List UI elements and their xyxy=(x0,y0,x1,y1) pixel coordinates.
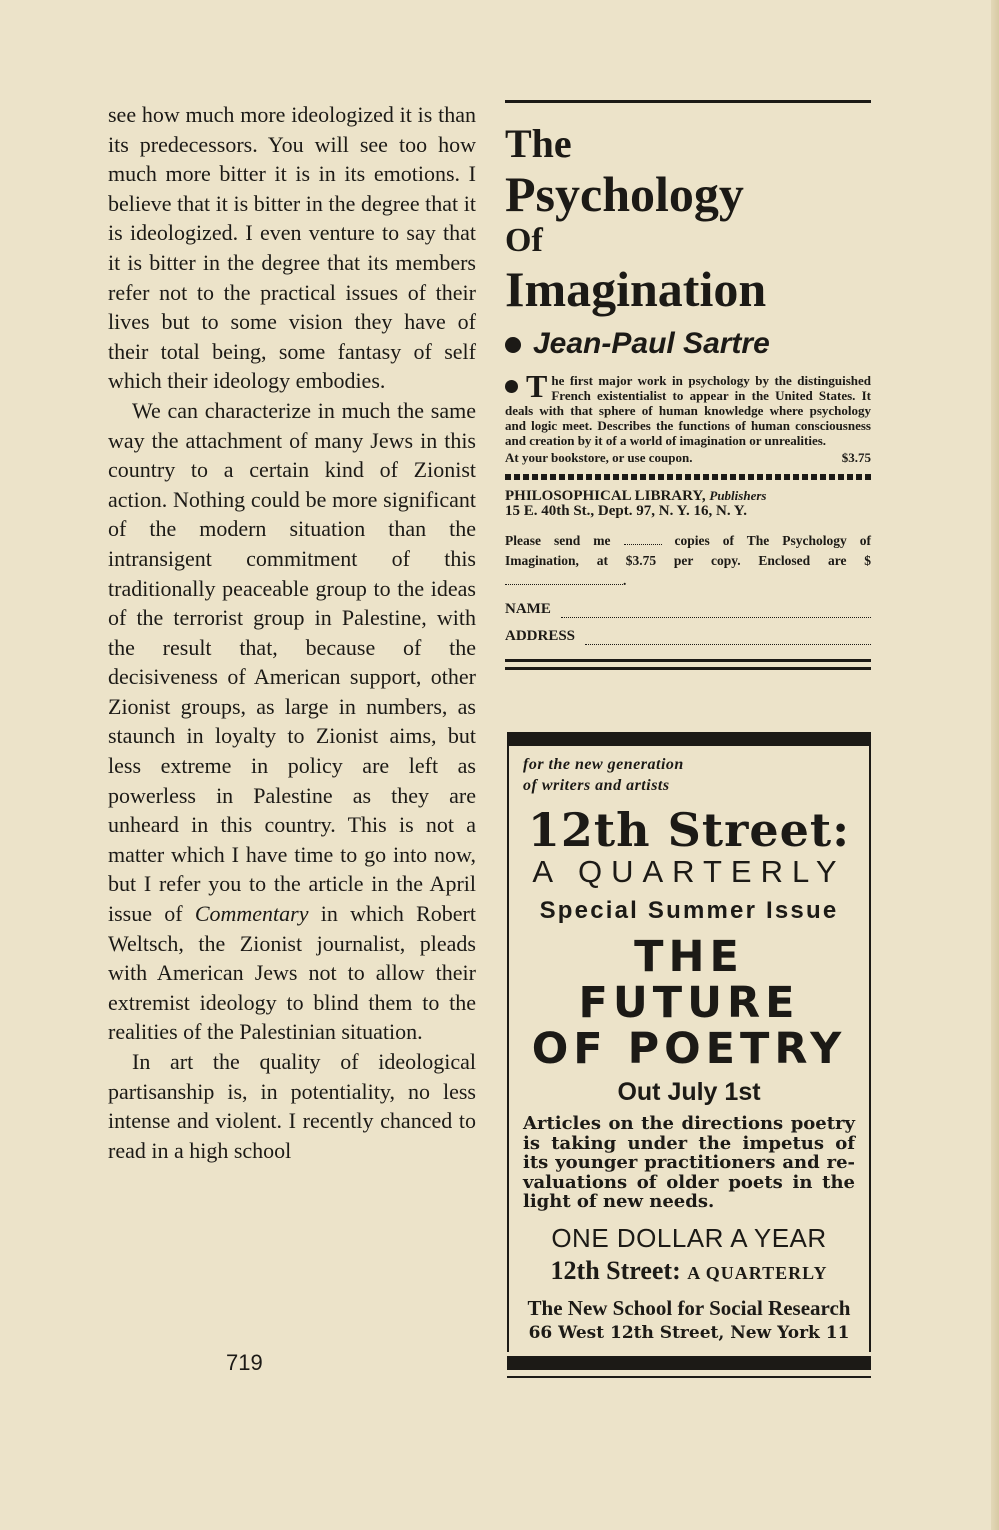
tagline-line-1: for the new generation xyxy=(523,756,684,773)
sartre-advertisement xyxy=(505,100,871,675)
author-line xyxy=(505,327,871,361)
address-label: ADDRESS xyxy=(505,628,576,644)
address-line[interactable] xyxy=(585,630,871,645)
tagline-line-2: of writers and artists xyxy=(523,777,670,794)
bottom-rule xyxy=(507,1376,871,1378)
price-line xyxy=(505,450,871,466)
magazine-title-2-text: 12th Street: xyxy=(550,1255,681,1285)
title-line-1: The xyxy=(505,121,572,166)
page-edge xyxy=(991,0,999,1530)
book-title xyxy=(505,121,871,317)
order-text: At your bookstore, or use coupon. xyxy=(505,450,693,465)
release-date: Out July 1st xyxy=(617,1078,761,1106)
coupon-text-a: Please send me xyxy=(505,533,611,548)
coupon-text-b: copies of The Psychology of Imagination, at $3.75 per copy. Enclosed are $ xyxy=(505,533,872,568)
name-field[interactable] xyxy=(505,601,871,618)
magazine-title-2 xyxy=(523,1254,855,1290)
copies-blank[interactable] xyxy=(624,532,662,545)
top-bar xyxy=(507,732,871,746)
school-address: 66 West 12th Street, New York 11 xyxy=(528,1322,850,1343)
article-column xyxy=(108,100,476,1165)
paragraph-3: In art the quality of ideological partisanship is, in potentiality, no less intense and violent. I recently chanced to read in a high school xyxy=(108,1049,476,1163)
issue-line-1: THE FUTURE xyxy=(578,932,800,1028)
bottom-bar xyxy=(507,1356,871,1370)
book-description xyxy=(505,368,871,448)
top-rule xyxy=(505,100,871,103)
page-number: 719 xyxy=(226,1350,263,1375)
articles-description: Articles on the directions poetry is taking under the impetus of its younger practitioners and re-valuations of older poets in the light of new needs. xyxy=(523,1113,855,1212)
issue-title xyxy=(523,934,855,1072)
coupon-cut-line xyxy=(505,474,871,480)
description-text: he first major work in psychology by the distinguished French existentialist to appear in the United States. It deals with that sphere of human knowledge where psychology and logic meet. Describes the functions of human consciousness and creation by it of a world of imagination or unrealities. xyxy=(505,373,871,448)
price: $3.75 xyxy=(841,450,871,465)
publisher-address: 15 E. 40th St., Dept. 97, N. Y. 16, N. Y. xyxy=(505,503,747,519)
amount-blank[interactable] xyxy=(505,572,623,585)
tagline xyxy=(523,754,855,796)
twelfth-street-advertisement xyxy=(507,732,871,1378)
paragraph-1: see how much more ideologized it is than its predecessors. You will see too how much more bitter it is in its emotions. I believe that it is bitter in the degree that it is ideologized. I even venture to say that it is bitter in the degree that its members refer not to the practical issues of their lives but to some vision they have of their total being, some fantasy of self which their ideology embodies. xyxy=(108,102,476,394)
title-line-3: Of xyxy=(505,222,543,259)
paragraph-2-text: We can characterize in much the same way the attachment of many Jews in this country to a certain kind of Zionist action. Nothing could be more significant of the modern situation than the intransigent commitment of this traditionally peaceable group to the ideas of the terrorist group in Palestine, with the result that, because of the decisiveness of American support, other Zionist groups, as large in numbers, as staunch in loyalty to Zionist aims, but less extreme in policy are left as powerless in Palestine as they are unheard in this country. This is not a matter which I have time to go into now, but I refer you to the article in the April issue of xyxy=(108,397,476,927)
paragraph-2-end: in which Robert Weltsch, the Zionist journalist, pleads with American Jews not to allow their extremist ideology to blind them to the realities of the Palestinian situation. xyxy=(108,901,476,1045)
paragraph-2 xyxy=(108,396,476,1047)
author-name: Jean-Paul Sartre xyxy=(533,327,770,360)
special-issue: Special Summer Issue xyxy=(539,897,839,924)
subscription-price: ONE DOLLAR A YEAR xyxy=(551,1222,827,1253)
title-line-4: Imagination xyxy=(505,261,767,317)
ad-box xyxy=(507,746,871,1352)
quarterly-label: A QUARTERLY xyxy=(532,854,846,889)
name-line[interactable] xyxy=(561,603,871,618)
publisher xyxy=(505,488,871,519)
name-label: NAME xyxy=(505,601,551,617)
double-rule xyxy=(505,659,871,670)
coupon-text: Please send me copies of The Psychology of Imagination, at $3.75 per copy. Enclosed are $. xyxy=(505,533,872,588)
address-field[interactable] xyxy=(505,628,871,645)
commentary-title: Commentary xyxy=(194,901,309,927)
quarterly-label-2: A QUARTERLY xyxy=(687,1262,828,1283)
publisher-name: PHILOSOPHICAL LIBRARY, xyxy=(505,488,706,504)
publisher-role: Publishers xyxy=(709,488,767,503)
issue-line-2: OF POETRY xyxy=(531,1024,847,1074)
bullet-icon xyxy=(505,337,521,353)
title-line-2: Psychology xyxy=(505,166,744,222)
school-name: The New School for Social Research xyxy=(527,1295,851,1320)
magazine-title: 12th Street: xyxy=(527,803,851,857)
drop-cap: T xyxy=(526,368,548,404)
bullet-icon xyxy=(505,380,518,393)
